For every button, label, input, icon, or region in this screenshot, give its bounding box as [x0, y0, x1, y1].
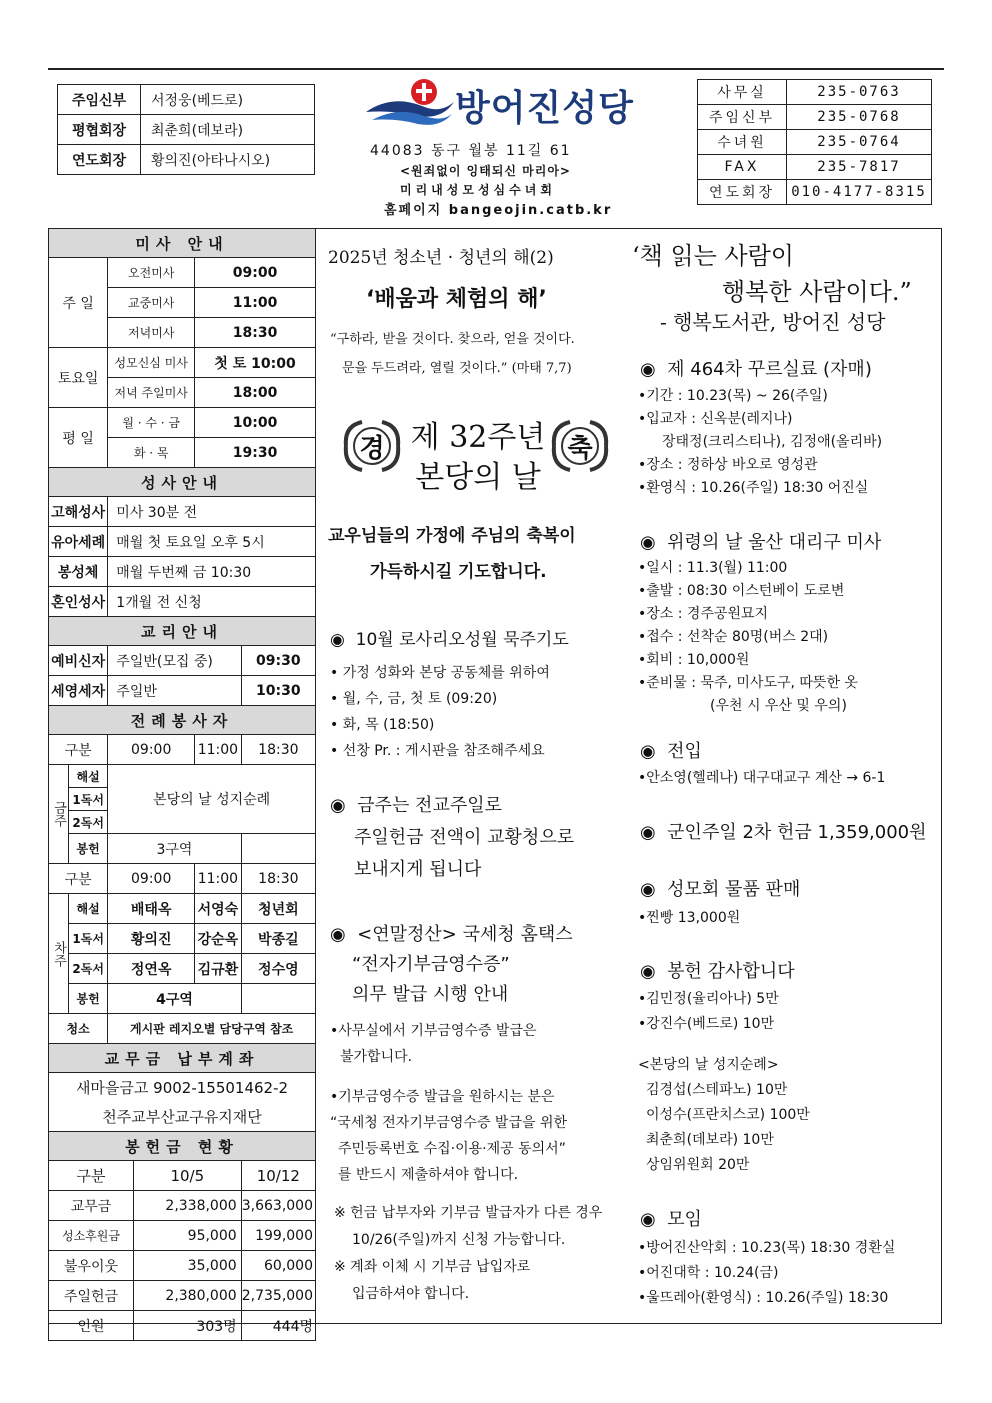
tax-detail-line: 불가합니다. [340, 1049, 413, 1065]
mass-name: 저녁미사 [108, 318, 195, 348]
bullet-target-icon: ◉ [640, 879, 656, 900]
offering-heading: 봉헌금 현황 [49, 1132, 316, 1161]
mission-line: 금주는 전교주일로 [357, 795, 502, 816]
memorial-heading [640, 528, 881, 554]
list-item: •회비 : 10,000원 [638, 652, 750, 668]
bullet-target-icon: ◉ [330, 795, 346, 816]
mission-notice [330, 790, 574, 886]
mass-name: 화 · 목 [108, 438, 195, 468]
offering-type: 성소후원금 [49, 1221, 134, 1251]
liturgy-person: 황의진 [108, 924, 195, 954]
rosary-list [330, 660, 550, 764]
slogan-line-2: 행복한 사람이다.” [722, 278, 912, 306]
mass-time: 18:30 [195, 318, 316, 348]
mass-time: 09:00 [195, 258, 316, 288]
contact-phone: 235-7817 [787, 155, 932, 180]
this-week-offering: 3구역 [108, 834, 241, 864]
pilgrimage-title: <본당의 날 성지순례> [638, 1057, 779, 1073]
bullet-target-icon: ◉ [640, 822, 656, 843]
next-week-offering: 4구역 [108, 984, 241, 1014]
liturgy-role: 해설 [69, 894, 108, 924]
slogan-source: - 행복도서관, 방어진 성당 [660, 310, 886, 334]
list-item: •어진대학 : 10.24(금) [638, 1265, 779, 1281]
leadership-table [57, 84, 315, 175]
memorial-list [638, 557, 858, 718]
liturgy-person: 강순옥 [195, 924, 242, 954]
liturgy-col-head: 09:00 [108, 735, 195, 765]
scripture-line-2: 문을 두드려라, 열릴 것이다.” (마태 7,7) [342, 361, 572, 376]
memorial-title: 위령의 날 울산 대리구 미사 [667, 532, 882, 553]
offering-count: 444명 [241, 1311, 315, 1341]
transfer-item: •안소영(헬레나) 대구대교구 계산 → 6-1 [638, 770, 886, 786]
bullet-target-icon: ◉ [640, 532, 656, 553]
top-rule [48, 68, 944, 70]
parish-org: 미리내성모성심수녀회 [400, 183, 556, 197]
role-label: 주임신부 [58, 85, 141, 115]
meeting-title: 모임 [667, 1209, 702, 1230]
left-info-table [48, 228, 316, 1341]
tax-details [330, 1018, 567, 1188]
rosary-title: 10월 로사리오성월 묵주기도 [355, 630, 569, 650]
doctrine-heading: 교리안내 [49, 617, 316, 646]
offering-amount: 2,338,000 [133, 1191, 241, 1221]
role-label: 연도회장 [58, 145, 141, 175]
blessing-line-2: 가득하시길 기도합니다. [370, 562, 547, 582]
offering-amount: 35,000 [133, 1251, 241, 1281]
tax-notes [334, 1200, 602, 1308]
offering-type: 주일헌금 [49, 1281, 134, 1311]
tax-detail-line: “국세청 전자기부금영수증 발급을 위한 [330, 1115, 567, 1131]
mass-time: 11:00 [195, 288, 316, 318]
list-item: • 화, 목 (18:50) [330, 717, 435, 733]
account-number: 새마을금고 9002-15501462-2 [49, 1073, 316, 1103]
list-item: •기간 : 10.23(목) ~ 26(주일) [638, 388, 828, 404]
parish-address: 44083 동구 월봉 11길 61 [370, 143, 572, 159]
sacrament-name: 봉성체 [49, 557, 108, 587]
mass-name: 월 · 수 · 금 [108, 408, 195, 438]
sacrament-info: 매월 두번째 금 10:30 [108, 557, 316, 587]
mission-line: 보내지게 됩니다 [354, 859, 482, 880]
tax-note: 10/26(주일)까지 신청 가능합니다. [352, 1232, 566, 1248]
list-item: •입교자 : 신옥분(레지나) [638, 411, 793, 427]
mass-time: 19:30 [195, 438, 316, 468]
bullet-target-icon: ◉ [640, 1209, 656, 1230]
contact-label: 수녀원 [698, 130, 787, 155]
thanks-heading [640, 957, 795, 983]
mass-heading: 미사 안내 [49, 229, 316, 258]
liturgy-role: 2독서 [69, 954, 108, 984]
list-item: •김민정(율리아나) 5만 [638, 991, 779, 1007]
parish-title: 방어진성당 [455, 88, 634, 129]
tax-line: “전자기부금영수증” [352, 954, 510, 975]
tax-detail-line: 주민등록번호 수집·이용·제공 동의서” [338, 1141, 566, 1157]
year-subtheme: ‘배움과 체험의 해’ [366, 287, 547, 312]
list-item: •환영식 : 10.26(주일) 18:30 어진실 [638, 480, 869, 496]
offering-amount: 60,000 [241, 1251, 315, 1281]
cursillo-list [638, 385, 882, 500]
mass-name: 교중미사 [108, 288, 195, 318]
list-item: •장소 : 정하상 바오로 영성관 [638, 457, 818, 473]
liturgy-col-head: 구분 [49, 735, 108, 765]
transfer-heading [640, 737, 702, 763]
bullet-target-icon: ◉ [330, 630, 345, 650]
mass-time: 10:00 [195, 408, 316, 438]
list-item: 이성수(프란치스코) 100만 [646, 1107, 810, 1123]
contact-label: 연도회장 [698, 180, 787, 205]
weekday-label: 평 일 [49, 408, 108, 468]
list-item: •출발 : 08:30 이스턴베이 도로변 [638, 583, 845, 599]
mass-name: 성모신심 미사 [108, 348, 195, 378]
seal-right-char: 축 [567, 434, 593, 464]
tax-note: ※ 헌금 납부자와 기부금 발급자가 다른 경우 [334, 1205, 603, 1221]
liturgy-col-head: 18:30 [241, 864, 315, 894]
cursillo-heading [640, 355, 872, 381]
contact-label: 사무실 [698, 80, 787, 105]
sale-heading [640, 875, 800, 901]
liturgy-col-head: 11:00 [195, 864, 242, 894]
list-item: •일시 : 11.3(월) 11:00 [638, 560, 788, 576]
role-value: 최춘희(데보라) [141, 115, 315, 145]
contact-phone: 235-0768 [787, 105, 932, 130]
liturgy-col-head: 18:30 [241, 735, 315, 765]
offering-amount: 2,380,000 [133, 1281, 241, 1311]
bullet-target-icon: ◉ [640, 741, 656, 762]
liturgy-role: 봉헌 [69, 984, 108, 1014]
list-item: • 가정 성화와 본당 공동체를 위하여 [330, 665, 550, 681]
blessing-line-1: 교우님들의 가정에 주님의 축복이 [328, 526, 576, 546]
sacrament-info: 미사 30분 전 [108, 497, 316, 527]
tax-line: 의무 발급 시행 안내 [352, 984, 509, 1005]
sacrament-name: 고해성사 [49, 497, 108, 527]
sacrament-heading: 성사안내 [49, 468, 316, 497]
liturgy-col-head: 구분 [49, 864, 108, 894]
saturday-label: 토요일 [49, 348, 108, 408]
doctrine-class: 주일반(모집 중) [108, 646, 241, 676]
doctrine-class: 주일반 [108, 676, 241, 706]
list-item: •강진수(베드로) 10만 [638, 1016, 775, 1032]
list-item: •방어진산악회 : 10.23(목) 18:30 경환실 [638, 1240, 896, 1256]
liturgy-person: 배태옥 [108, 894, 195, 924]
cleaning-info: 게시판 레지오별 담당구역 참조 [108, 1014, 316, 1044]
transfer-title: 전입 [667, 741, 702, 762]
list-item: •준비물 : 묵주, 미사도구, 따뜻한 옷 [638, 675, 858, 691]
cursillo-title: 제 464차 꾸르실료 (자매) [667, 359, 872, 380]
list-item: • 월, 수, 금, 첫 토 (09:20) [330, 691, 498, 707]
liturgy-role: 1독서 [69, 788, 108, 811]
offering-count: 303명 [133, 1311, 241, 1341]
list-item: •울뜨레아(환영식) : 10.26(주일) 18:30 [638, 1290, 889, 1306]
list-item: 장태정(크리스티나), 김정애(올리바) [662, 434, 883, 450]
liturgy-role: 해설 [69, 765, 108, 788]
sacrament-name: 유아세례 [49, 527, 108, 557]
sacrament-info: 1개월 전 신청 [108, 587, 316, 617]
offering-amount: 95,000 [133, 1221, 241, 1251]
offering-col-head: 구분 [49, 1161, 134, 1191]
offering-amount: 3,663,000 [241, 1191, 315, 1221]
rosary-heading [330, 625, 569, 650]
mass-name: 저녁 주일미사 [108, 378, 195, 408]
role-value: 서정웅(베드로) [141, 85, 315, 115]
sunday-label: 주 일 [49, 258, 108, 348]
liturgy-person: 박종길 [241, 924, 315, 954]
contact-label: 주임신부 [698, 105, 787, 130]
list-item: •접수 : 선착순 80명(버스 2대) [638, 629, 829, 645]
role-label: 평협회장 [58, 115, 141, 145]
meeting-list [638, 1236, 895, 1311]
thanks-title: 봉헌 감사합니다 [667, 961, 795, 982]
liturgy-person: 서영숙 [195, 894, 242, 924]
list-item: 김경섭(스테파노) 10만 [646, 1082, 788, 1098]
bullet-target-icon: ◉ [640, 961, 656, 982]
liturgy-role: 봉헌 [69, 834, 108, 864]
contact-phone: 010-4177-8315 [787, 180, 932, 205]
contact-label: FAX [698, 155, 787, 180]
list-item: (우천 시 우산 및 우의) [710, 698, 847, 714]
sale-item: •찐빵 13,000원 [638, 910, 741, 926]
liturgy-person: 김규환 [195, 954, 242, 984]
mass-time: 18:00 [195, 378, 316, 408]
offering-type: 인원 [49, 1311, 134, 1341]
liturgy-heading: 전례봉사자 [49, 706, 316, 735]
doctrine-time: 10:30 [241, 676, 315, 706]
liturgy-col-head: 11:00 [195, 735, 242, 765]
doctrine-name: 세영세자 [49, 676, 108, 706]
list-item: •장소 : 경주공원묘지 [638, 606, 769, 622]
doctrine-time: 09:30 [241, 646, 315, 676]
thanks-list [638, 987, 779, 1037]
list-item: • 선창 Pr. : 게시판을 참조해주세요 [330, 743, 545, 759]
liturgy-role: 2독서 [69, 811, 108, 834]
liturgy-col-head: 09:00 [108, 864, 195, 894]
bullet-target-icon: ◉ [330, 924, 346, 945]
bullet-target-icon: ◉ [640, 359, 656, 380]
mission-line: 주일헌금 전액이 교황청으로 [354, 827, 575, 848]
account-holder: 천주교부산교구유지재단 [49, 1102, 316, 1132]
account-heading: 교무금 납부계좌 [49, 1044, 316, 1073]
sale-title: 성모회 물품 판매 [667, 879, 801, 900]
this-week-label: 금주 [49, 765, 69, 864]
liturgy-person: 정연옥 [108, 954, 195, 984]
offering-type: 불우이웃 [49, 1251, 134, 1281]
pilgrimage-donations [638, 1053, 810, 1178]
sacrament-name: 혼인성사 [49, 587, 108, 617]
parish-logo-icon [362, 76, 456, 128]
contact-table [697, 79, 932, 205]
tax-notice [330, 920, 573, 1010]
mass-name: 오전미사 [108, 258, 195, 288]
list-item: 상임위원회 20만 [646, 1157, 750, 1173]
soldier-offering-heading [640, 818, 927, 844]
anniversary-line-2: 본당의 날 [415, 460, 541, 495]
year-theme: 2025년 청소년 · 청년의 해(2) [328, 248, 554, 268]
offering-type: 교무금 [49, 1191, 134, 1221]
this-week-event: 본당의 날 성지순례 [108, 765, 316, 834]
role-value: 황의진(아타나시오) [141, 145, 315, 175]
seal-left-char: 경 [359, 434, 385, 464]
sacrament-info: 매월 첫 토요일 오후 5시 [108, 527, 316, 557]
cleaning-label: 청소 [49, 1014, 108, 1044]
liturgy-person: 청년회 [241, 894, 315, 924]
tax-line: <연말정산> 국세청 홈택스 [357, 924, 573, 945]
liturgy-role: 1독서 [69, 924, 108, 954]
offering-col-head: 10/12 [241, 1161, 315, 1191]
tax-detail-line: 를 반드시 제출하셔야 합니다. [338, 1167, 519, 1183]
parish-motto: <원죄없이 잉태되신 마리아> [400, 164, 571, 178]
offering-amount: 199,000 [241, 1221, 315, 1251]
tax-note: 입금하셔야 합니다. [352, 1286, 470, 1302]
soldier-offering-title: 군인주일 2차 헌금 1,359,000원 [667, 822, 927, 843]
doctrine-name: 예비신자 [49, 646, 108, 676]
slogan-line-1: ‘책 읽는 사람이 [632, 242, 794, 270]
tax-detail-line: •사무실에서 기부금영수증 발급은 [330, 1023, 537, 1039]
tax-note: ※ 계좌 이체 시 기부금 납입자로 [334, 1259, 531, 1275]
next-week-label: 차주 [49, 894, 69, 1014]
list-item: 최춘희(데보라) 10만 [646, 1132, 774, 1148]
homepage-link[interactable]: 홈페이지 bangeojin.catb.kr [384, 203, 613, 218]
mass-time: 첫 토 10:00 [195, 348, 316, 378]
meeting-heading [640, 1205, 702, 1231]
liturgy-person: 정수영 [241, 954, 315, 984]
offering-amount: 2,735,000 [241, 1281, 315, 1311]
scripture-line-1: “구하라, 받을 것이다. 찾으라, 얻을 것이다. [330, 332, 575, 347]
anniversary-line-1: 제 32주년 [410, 420, 546, 455]
tax-detail-line: •기부금영수증 발급을 원하시는 분은 [330, 1089, 555, 1105]
offering-col-head: 10/5 [133, 1161, 241, 1191]
contact-phone: 235-0764 [787, 130, 932, 155]
contact-phone: 235-0763 [787, 80, 932, 105]
